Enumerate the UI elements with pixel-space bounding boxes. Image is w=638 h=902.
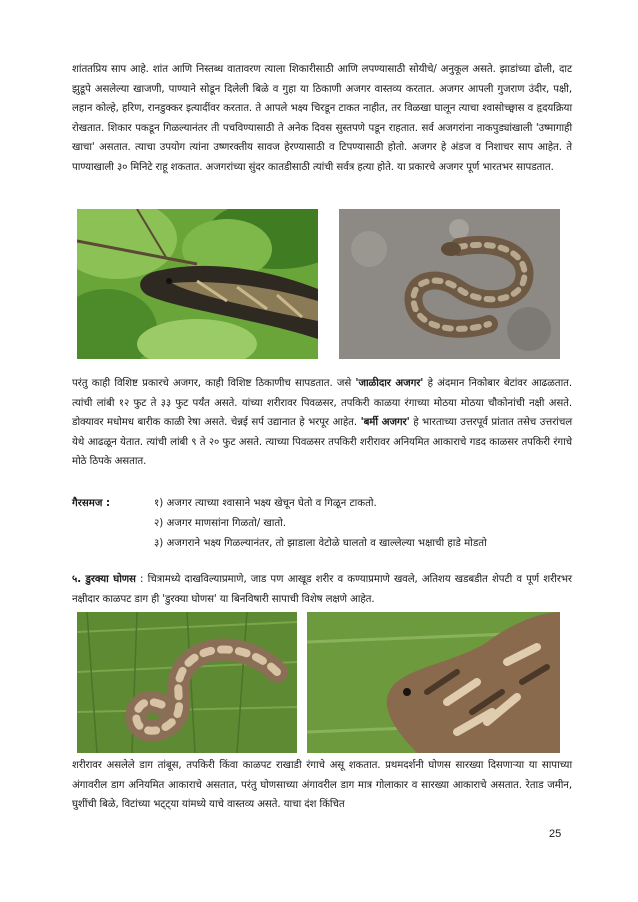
python-head-photo [77, 209, 318, 359]
coiled-python-photo [339, 209, 560, 359]
paragraph-python-habits [72, 60, 572, 178]
text-line: अनेक दिवस सुस्तपणे पडून राहतात. सर्व अजगरांना नाकपुड्यांखाली 'उष्मागाही खाचा' असतात. त्याचा उपयोग त्यांना [72, 122, 572, 154]
sand-boa-grass-photo [77, 612, 297, 753]
text-line: नाहीत, तर विळखा घालून त्याचा श्वासोच्छ्वास व हृदयक्रिया रोखतात. शिकार पकडून गिळल्यानंतर ती पचविण्यासाठी ते [72, 103, 573, 134]
section-number: ५. [72, 574, 86, 585]
text-run: हे अंदमान निकोबार बेटांवर आढळतात. त्यांची लांबी १२ फुट ते ३३ फुट पर्यंत असते. यांच्या शरीरावर पिवळसर, तपकिरी काळया रंगाच्या मोठया मोठया चौकोनांची नक्षी असते. डोक्यावर मधोमध बारीक काळी रेषा असते. चेन्नई सर्प उद्यानात हे भरपूर आहेत. [72, 378, 572, 429]
text-run: परंतु काही विशिष्ट प्रकारचे अजगर, काही विशिष्ट ठिकाणीच सापडतात. जसे [72, 378, 356, 389]
list-item: २) अजगर माणसांना गिळतो/ खातो. [154, 518, 287, 529]
text-line: उष्णरक्तीय सावज हेरण्यासाठी व टिपण्यासाठी होतो. अजगर हे अंडज व निशाचर साप आहेत. ते पाण्याखाली ३० मिनिटे [72, 142, 572, 173]
text-line: झाडांच्या ढोली, दाट झुडूपे असलेल्या खाजणी, पाण्याने सोडून दिलेली बिळे व गुहा या ठिकाणी अजगर वास्तव्य करतात. [72, 64, 572, 95]
burmese-python-term: 'बर्मी अजगर' [360, 417, 410, 429]
reticulated-python-term: 'जाळीदार अजगर' [355, 378, 424, 389]
paragraph-sand-boa [72, 570, 572, 609]
text-line: अजगर आपली गुजराण उंदीर, पक्षी, लहान कोल्हे, हरिण, रानडुक्कर इत्यादींवर करतात. ते आपले भक्ष्य चिरडून टाकत [72, 83, 572, 115]
paragraph-sand-boa-markings [72, 756, 572, 815]
page-number: 25 [549, 828, 562, 840]
text-line: शांततप्रिय साप आहे. शांत आणि निस्तब्ध वातावरण त्याला शिकारीसाठी आणि लपण्यासाठी सोयीचे/ अनुकूल असते. [72, 64, 496, 75]
paragraph-python-types [72, 374, 572, 472]
list-item: ३) अजगराने भक्ष्य गिळल्यानंतर, तो झाडाला वेटोळे घालतो व खाल्लेल्या भक्षाची हाडे मोडतो [154, 538, 487, 549]
text-line: राहू शकतात. अजगरांच्या सुंदर कातडीसाठी त्यांची सर्वत्र हत्या होते. या प्रकारचे अजगर पूर्ण भारतभर सापडतात. [152, 161, 554, 173]
text-run: हे भारताच्या उत्तरपूर्व प्रांतात तसेच उत्तरांचल येथे आढळून येतात. त्यांची लांबी ९ ते २० फुट असते. त्याच्या पिवळसर तपकिरी शरीरावर अनियमित आकाराचे गडद काळसर तपकिरी रंगाचे मोठे ठिपके असतात. [72, 417, 573, 468]
text-run: : चित्रामध्ये दाखविल्याप्रमाणे, जाड पण आखूड शरीर व कण्याप्रमाणे खवले, अतिशय खडबडीत शेपटी व पूर्ण शरीरभर नक्षीदार काळपट डाग ही 'डुरक्या घोणस' या बिनविषारी सापाची विशेष लक्षणे आहेत. [72, 574, 572, 605]
sand-boa-head-photo [307, 612, 560, 753]
list-item: १) अजगर त्याच्या श्वासाने भक्ष्य खेचून घेतो व गिळून टाकतो. [154, 498, 377, 509]
misconceptions-label: गैरसमज : [72, 498, 111, 509]
text-run: शरीरावर असलेले डाग तांबूस, तपकिरी किंवा काळपट राखाडी रंगाचे असू शकतात. प्रथमदर्शनी घोणस सारख्या दिसणाऱ्या या सापाच्या अंगावरील डाग अनियमित आकाराचे असतात, परंतु घोणसाच्या अंगावरील डाग मात्र गोलाकार व सारख्या आकाराचे असतात. रेताड जमीन, घुशींची बिळे, विटांच्या भट्ट्या यांमध्ये याचे वास्तव्य असते. याचा दंश किंचित [72, 760, 572, 811]
sand-boa-heading: डुरक्या घोणस [85, 574, 136, 585]
